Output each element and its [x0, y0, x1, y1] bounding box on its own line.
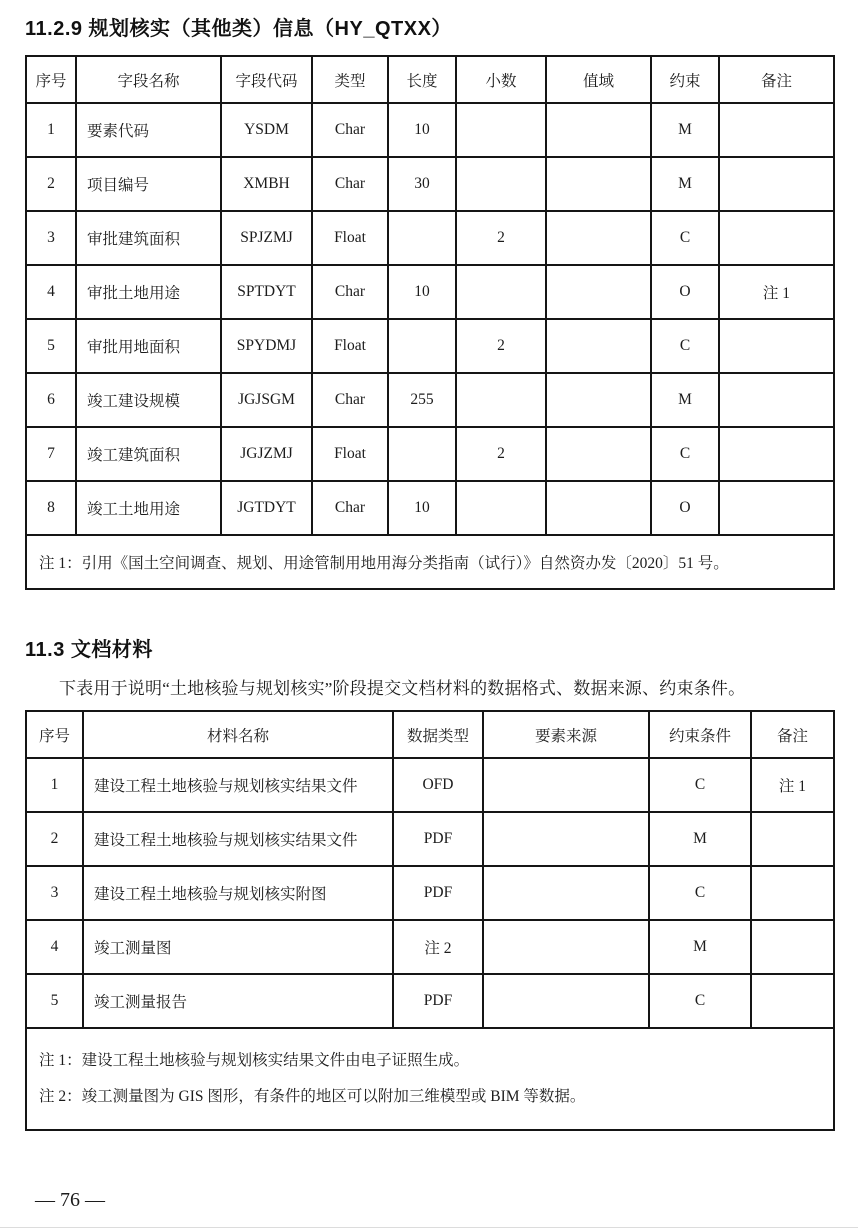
- table-cell: C: [649, 866, 751, 920]
- table-cell: Char: [312, 481, 388, 535]
- table-cell: [719, 427, 834, 481]
- table-cell: [719, 157, 834, 211]
- table-cell: [719, 103, 834, 157]
- field-definition-table: [25, 55, 835, 590]
- table-cell: 1: [26, 103, 76, 157]
- table-cell: [456, 103, 546, 157]
- table-cell: M: [649, 920, 751, 974]
- table-cell: [388, 211, 456, 265]
- table-note-line-1: 注 1：建设工程土地核验与规划核实结果文件由电子证照生成。: [39, 1052, 470, 1070]
- table-cell: OFD: [393, 758, 483, 812]
- table-cell: 5: [26, 974, 83, 1028]
- table-cell: 建设工程土地核验与规划核实附图: [83, 866, 393, 920]
- table-cell: M: [649, 812, 751, 866]
- table-cell: 1: [26, 758, 83, 812]
- table-note-row: [26, 535, 834, 589]
- table-cell: 4: [26, 265, 76, 319]
- table-notes: [26, 1028, 834, 1130]
- table-cell: 10: [388, 481, 456, 535]
- column-header: 字段代码: [221, 56, 312, 103]
- table-row: [26, 812, 834, 866]
- table-cell: 建设工程土地核验与规划核实结果文件: [83, 812, 393, 866]
- table-row: [26, 265, 834, 319]
- column-header: 小数: [456, 56, 546, 103]
- table-cell: [751, 866, 834, 920]
- column-header: 字段名称: [76, 56, 221, 103]
- column-header: 约束: [651, 56, 719, 103]
- table-row: [26, 211, 834, 265]
- table-cell: C: [649, 974, 751, 1028]
- table-cell: M: [651, 373, 719, 427]
- table-cell: 2: [26, 812, 83, 866]
- table-cell: [546, 265, 651, 319]
- table-cell: 6: [26, 373, 76, 427]
- table-row: [26, 920, 834, 974]
- table-row: [26, 319, 834, 373]
- page-bottom-edge: [0, 1227, 858, 1228]
- table-cell: 10: [388, 103, 456, 157]
- table-cell: C: [651, 427, 719, 481]
- table-row: [26, 373, 834, 427]
- table-cell: JGTDYT: [221, 481, 312, 535]
- table-cell: 注 1: [719, 265, 834, 319]
- table-cell: [456, 265, 546, 319]
- section-heading-11-2-9: 11.2.9 规划核实（其他类）信息（HY_QTXX）: [25, 18, 452, 40]
- table-cell: 竣工建设规模: [76, 373, 221, 427]
- table-cell: [751, 974, 834, 1028]
- table-cell: C: [651, 319, 719, 373]
- document-material-table: [25, 710, 835, 1131]
- table-cell: 3: [26, 866, 83, 920]
- table-cell: [483, 866, 649, 920]
- table-row: [26, 974, 834, 1028]
- table-cell: 要素代码: [76, 103, 221, 157]
- table-cell: [719, 481, 834, 535]
- table-cell: 7: [26, 427, 76, 481]
- table-cell: 竣工测量报告: [83, 974, 393, 1028]
- table-cell: [751, 812, 834, 866]
- table-cell: 30: [388, 157, 456, 211]
- table-cell: SPJZMJ: [221, 211, 312, 265]
- table-cell: [719, 211, 834, 265]
- column-header: 数据类型: [393, 711, 483, 758]
- table-cell: 255: [388, 373, 456, 427]
- table-cell: PDF: [393, 866, 483, 920]
- table-cell: O: [651, 265, 719, 319]
- table-cell: PDF: [393, 812, 483, 866]
- table-cell: [546, 103, 651, 157]
- table-cell: [546, 427, 651, 481]
- table-note-line-2: 注 2：竣工测量图为 GIS 图形，有条件的地区可以附加三维模型或 BIM 等数据。: [39, 1088, 586, 1105]
- section-intro-paragraph: 下表用于说明“土地核验与规划核实”阶段提交文档材料的数据格式、数据来源、约束条件。: [59, 679, 746, 698]
- table-note-row: [26, 1028, 834, 1130]
- column-header: 材料名称: [83, 711, 393, 758]
- column-header: 类型: [312, 56, 388, 103]
- table-cell: 项目编号: [76, 157, 221, 211]
- table-row: [26, 866, 834, 920]
- table-cell: 3: [26, 211, 76, 265]
- table-cell: [456, 481, 546, 535]
- table-row: [26, 157, 834, 211]
- table-cell: [388, 427, 456, 481]
- table-cell: [456, 373, 546, 427]
- table-cell: 5: [26, 319, 76, 373]
- table-header-row: [26, 56, 834, 103]
- table-cell: JGJSGM: [221, 373, 312, 427]
- column-header: 约束条件: [649, 711, 751, 758]
- table-cell: [546, 157, 651, 211]
- table-cell: PDF: [393, 974, 483, 1028]
- table-cell: Float: [312, 211, 388, 265]
- table-cell: 8: [26, 481, 76, 535]
- table-row: [26, 758, 834, 812]
- table-cell: JGJZMJ: [221, 427, 312, 481]
- table-row: [26, 427, 834, 481]
- table-cell: 10: [388, 265, 456, 319]
- table-cell: 审批建筑面积: [76, 211, 221, 265]
- table-cell: [483, 812, 649, 866]
- column-header: 序号: [26, 56, 76, 103]
- table-cell: 审批用地面积: [76, 319, 221, 373]
- table-cell: [483, 920, 649, 974]
- table-cell: Char: [312, 373, 388, 427]
- table-cell: [546, 319, 651, 373]
- table-cell: 2: [26, 157, 76, 211]
- table-cell: 2: [456, 319, 546, 373]
- column-header: 长度: [388, 56, 456, 103]
- column-header: 备注: [719, 56, 834, 103]
- table-cell: [719, 373, 834, 427]
- table-cell: 注 2: [393, 920, 483, 974]
- table-cell: Float: [312, 427, 388, 481]
- section-heading-11-3: 11.3 文档材料: [25, 639, 153, 661]
- table-cell: [483, 758, 649, 812]
- table-cell: C: [649, 758, 751, 812]
- table-cell: Float: [312, 319, 388, 373]
- table-note: 注 1：引用《国土空间调查、规划、用途管制用地用海分类指南（试行）》自然资办发〔2020〕51 号。: [26, 535, 834, 589]
- table-cell: 竣工建筑面积: [76, 427, 221, 481]
- table-cell: SPTDYT: [221, 265, 312, 319]
- table-cell: [719, 319, 834, 373]
- table-cell: C: [651, 211, 719, 265]
- table-cell: XMBH: [221, 157, 312, 211]
- table-cell: [456, 157, 546, 211]
- table-cell: M: [651, 157, 719, 211]
- table-cell: 建设工程土地核验与规划核实结果文件: [83, 758, 393, 812]
- table-cell: [546, 481, 651, 535]
- table-cell: Char: [312, 265, 388, 319]
- table-cell: [546, 373, 651, 427]
- table-cell: 审批土地用途: [76, 265, 221, 319]
- table-cell: O: [651, 481, 719, 535]
- column-header: 序号: [26, 711, 83, 758]
- table-cell: M: [651, 103, 719, 157]
- table-cell: [483, 974, 649, 1028]
- table-cell: 2: [456, 211, 546, 265]
- table-cell: Char: [312, 157, 388, 211]
- table-cell: 竣工测量图: [83, 920, 393, 974]
- table-cell: 注 1: [751, 758, 834, 812]
- column-header: 要素来源: [483, 711, 649, 758]
- table-cell: [751, 920, 834, 974]
- table-cell: 竣工土地用途: [76, 481, 221, 535]
- column-header: 备注: [751, 711, 834, 758]
- table-cell: YSDM: [221, 103, 312, 157]
- table-row: [26, 481, 834, 535]
- table-cell: Char: [312, 103, 388, 157]
- table-cell: 2: [456, 427, 546, 481]
- page-number: — 76 —: [35, 1189, 105, 1211]
- table-header-row: [26, 711, 834, 758]
- table-cell: [388, 319, 456, 373]
- column-header: 值域: [546, 56, 651, 103]
- table-row: [26, 103, 834, 157]
- table-cell: SPYDMJ: [221, 319, 312, 373]
- table-cell: 4: [26, 920, 83, 974]
- table-cell: [546, 211, 651, 265]
